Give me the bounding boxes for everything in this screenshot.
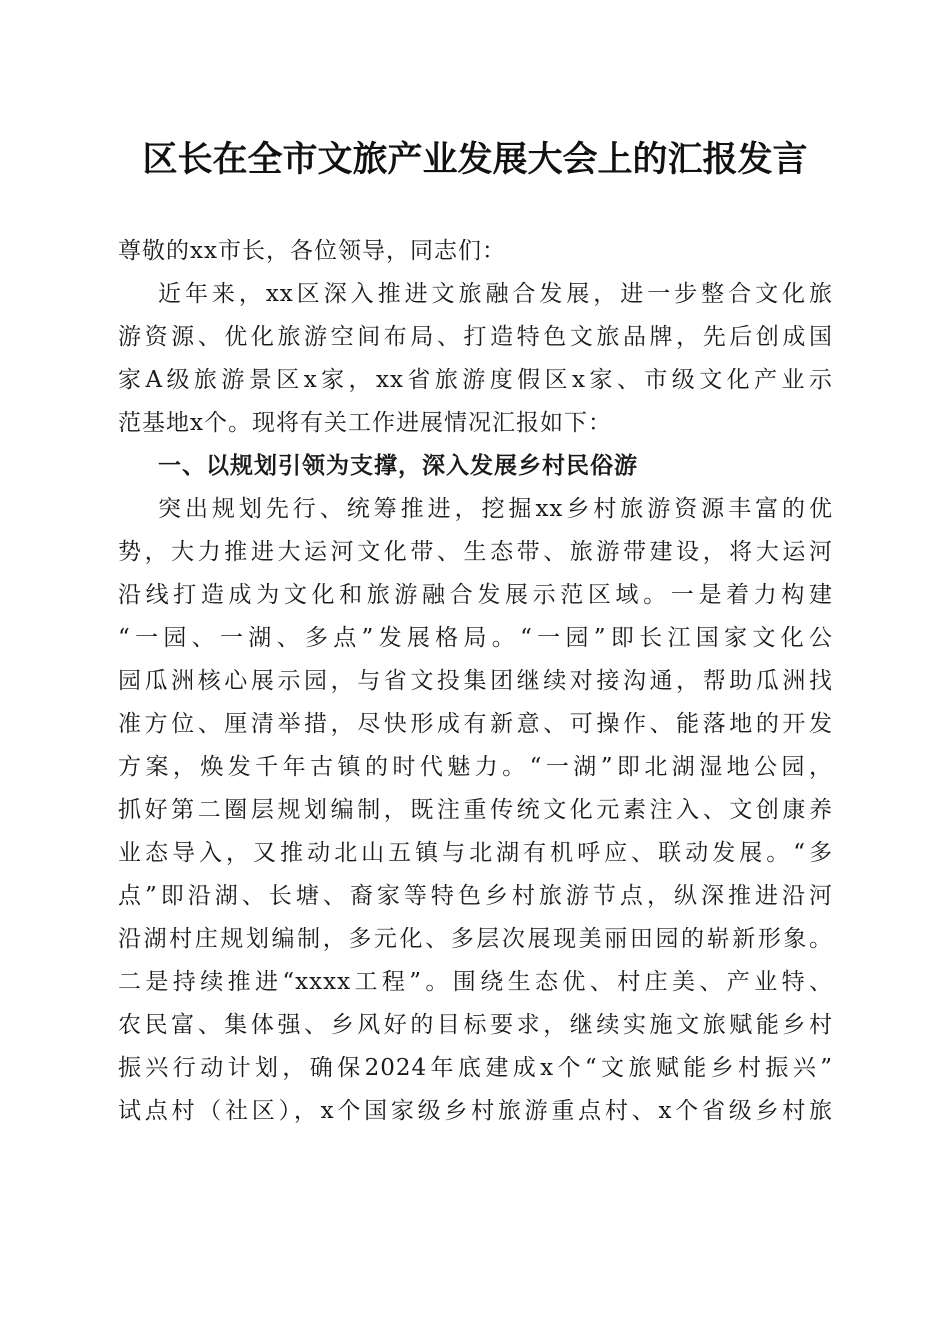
intro-line: 游资源、优化旅游空间布局、打造特色文旅品牌，先后创成国 (118, 324, 833, 350)
paragraph-line: 突出规划先行、统筹推进，挖掘xx乡村旅游资源丰富的优 (158, 496, 833, 522)
section-heading: 一、以规划引领为支撑，深入发展乡村民俗游 (158, 453, 638, 479)
document-title: 区长在全市文旅产业发展大会上的汇报发言 (142, 139, 808, 180)
paragraph-line: 业态导入，又推动北山五镇与北湖有机呼应、联动发展。“多 (118, 840, 833, 866)
paragraph-line: 园瓜洲核心展示园，与省文投集团继续对接沟通，帮助瓜洲找 (118, 668, 833, 694)
intro-line: 家A级旅游景区x家，xx省旅游度假区x家、市级文化产业示 (118, 367, 833, 393)
paragraph-line: 准方位、厘清举措，尽快形成有新意、可操作、能落地的开发 (118, 711, 833, 737)
paragraph-line: 沿湖村庄规划编制，多元化、多层次展现美丽田园的崭新形象。 (118, 926, 833, 952)
paragraph-line: 二是持续推进“xxxx工程”。围绕生态优、村庄美、产业特、 (118, 969, 833, 995)
salutation: 尊敬的xx市长，各位领导，同志们： (118, 238, 506, 264)
intro-line: 范基地x个。现将有关工作进展情况汇报如下： (118, 410, 612, 436)
paragraph-line: 振兴行动计划，确保2024年底建成x个“文旅赋能乡村振兴” (118, 1055, 833, 1081)
paragraph-line: 方案，焕发千年古镇的时代魅力。“一湖”即北湖湿地公园， (118, 754, 833, 780)
paragraph-line: 点”即沿湖、长塘、裔家等特色乡村旅游节点，纵深推进沿河 (118, 883, 833, 909)
paragraph-line: 沿线打造成为文化和旅游融合发展示范区域。一是着力构建 (118, 582, 833, 608)
intro-line: 近年来，xx区深入推进文旅融合发展，进一步整合文化旅 (158, 281, 833, 307)
paragraph-line: 农民富、集体强、乡风好的目标要求，继续实施文旅赋能乡村 (118, 1012, 833, 1038)
paragraph-line: 势，大力推进大运河文化带、生态带、旅游带建设，将大运河 (118, 539, 833, 565)
paragraph-line: 抓好第二圈层规划编制，既注重传统文化元素注入、文创康养 (118, 797, 833, 823)
paragraph-line: “一园、一湖、多点”发展格局。“一园”即长江国家文化公 (118, 625, 833, 651)
paragraph-line: 试点村（社区），x个国家级乡村旅游重点村、x个省级乡村旅 (118, 1098, 833, 1124)
document-body (118, 230, 833, 1133)
